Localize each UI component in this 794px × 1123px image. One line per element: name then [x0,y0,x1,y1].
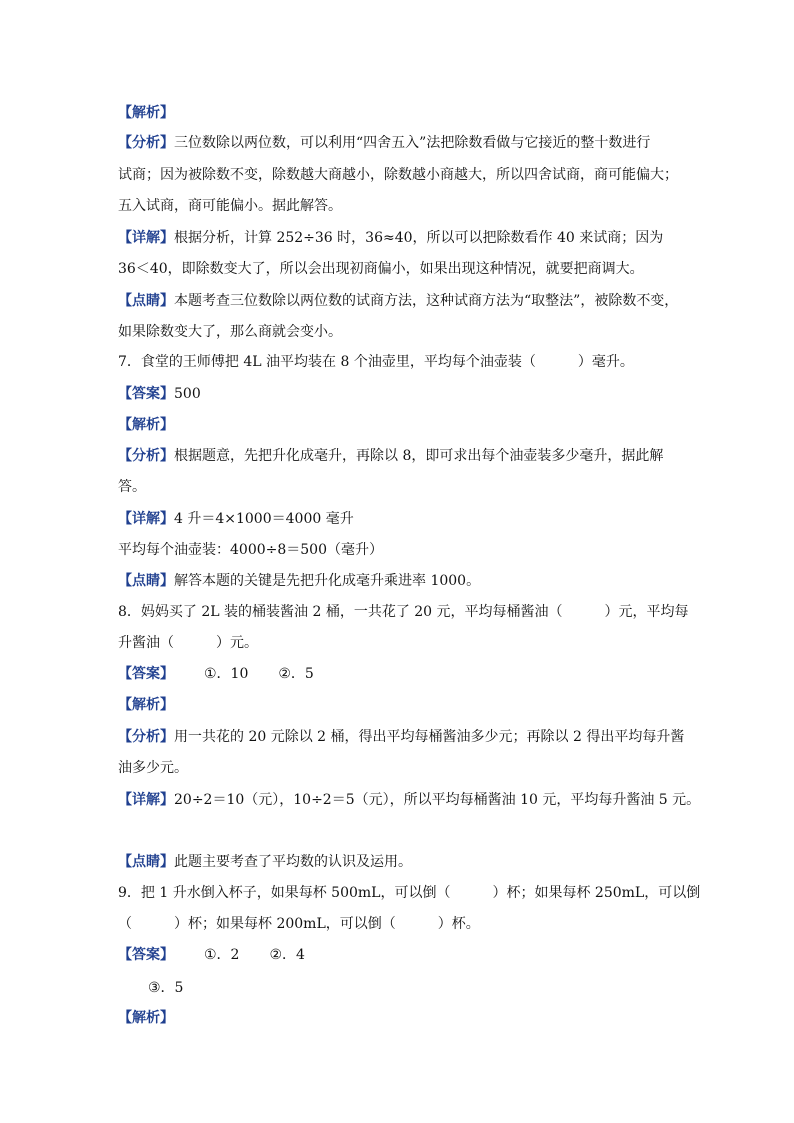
analysis-paragraph: 【分析】根据题意，先把升化成毫升，再除以 8，即可求出每个油壶装多少毫升，据此解 [118,448,664,464]
remark-paragraph: 【点睛】本题考查三位数除以两位数的试商方法，这种试商方法为“取整法”，被除数不变， [118,293,679,309]
answer-9: 【答案】 ①．2 ②．4 [118,947,305,963]
analysis-line: 答。 [118,479,146,495]
analysis-paragraph: 【分析】三位数除以两位数，可以利用“四舍五入”法把除数看做与它接近的整十数进行 [118,135,651,151]
question-9: 9．把 1 升水倒入杯子，如果每杯 500mL，可以倒（ ）杯；如果每杯 250mL，可以倒 [118,885,701,901]
analysis-line: 试商；因为被除数不变，除数越大商越小，除数越小商越大，所以四舍试商，商可能偏大； [118,167,678,183]
question-7: 7．食堂的王师傅把 4L 油平均装在 8 个油壶里，平均每个油壶装（ ）毫升。 [118,354,634,370]
analysis-line: 五入试商，商可能偏小。据此解答。 [118,198,342,214]
answer-9-continued: ③．5 [148,980,184,996]
jiexi-heading: 【解析】 [118,105,174,121]
detail-line: 36＜40，即除数变大了，所以会出现初商偏小，如果出现这种情况，就要把商调大。 [118,261,644,277]
detail-paragraph: 【详解】20÷2＝10（元），10÷2＝5（元），所以平均每桶酱油 10 元，平均每升酱油 5 元。 [118,792,701,808]
answer-7: 【答案】500 [118,386,201,402]
detail-line: 平均每个油壶装：4000÷8＝500（毫升） [118,542,383,558]
question-9-line: （ ）杯；如果每杯 200mL，可以倒（ ）杯。 [118,916,480,932]
detail-paragraph: 【详解】4 升＝4×1000＝4000 毫升 [118,511,354,527]
answer-8: 【答案】 ①．10 ②．5 [118,666,314,682]
jiexi-heading: 【解析】 [118,697,174,713]
analysis-line: 油多少元。 [118,760,188,776]
detail-paragraph: 【详解】根据分析，计算 252÷36 时，36≈40，所以可以把除数看作 40 来试商；因为 [118,230,664,246]
analysis-paragraph: 【分析】用一共花的 20 元除以 2 桶，得出平均每桶酱油多少元；再除以 2 得出平均每升酱 [118,729,685,745]
remark-line: 如果除数变大了，那么商就会变小。 [118,324,342,340]
jiexi-heading: 【解析】 [118,417,174,433]
remark-paragraph: 【点睛】解答本题的关键是先把升化成毫升乘进率 1000。 [118,573,481,589]
remark-paragraph: 【点睛】此题主要考查了平均数的认识及运用。 [118,854,412,870]
jiexi-heading: 【解析】 [118,1010,174,1026]
question-8: 8．妈妈买了 2L 装的桶装酱油 2 桶，一共花了 20 元，平均每桶酱油（ ）元，平均每 [118,604,689,620]
question-8-line: 升酱油（ ）元。 [118,635,258,651]
